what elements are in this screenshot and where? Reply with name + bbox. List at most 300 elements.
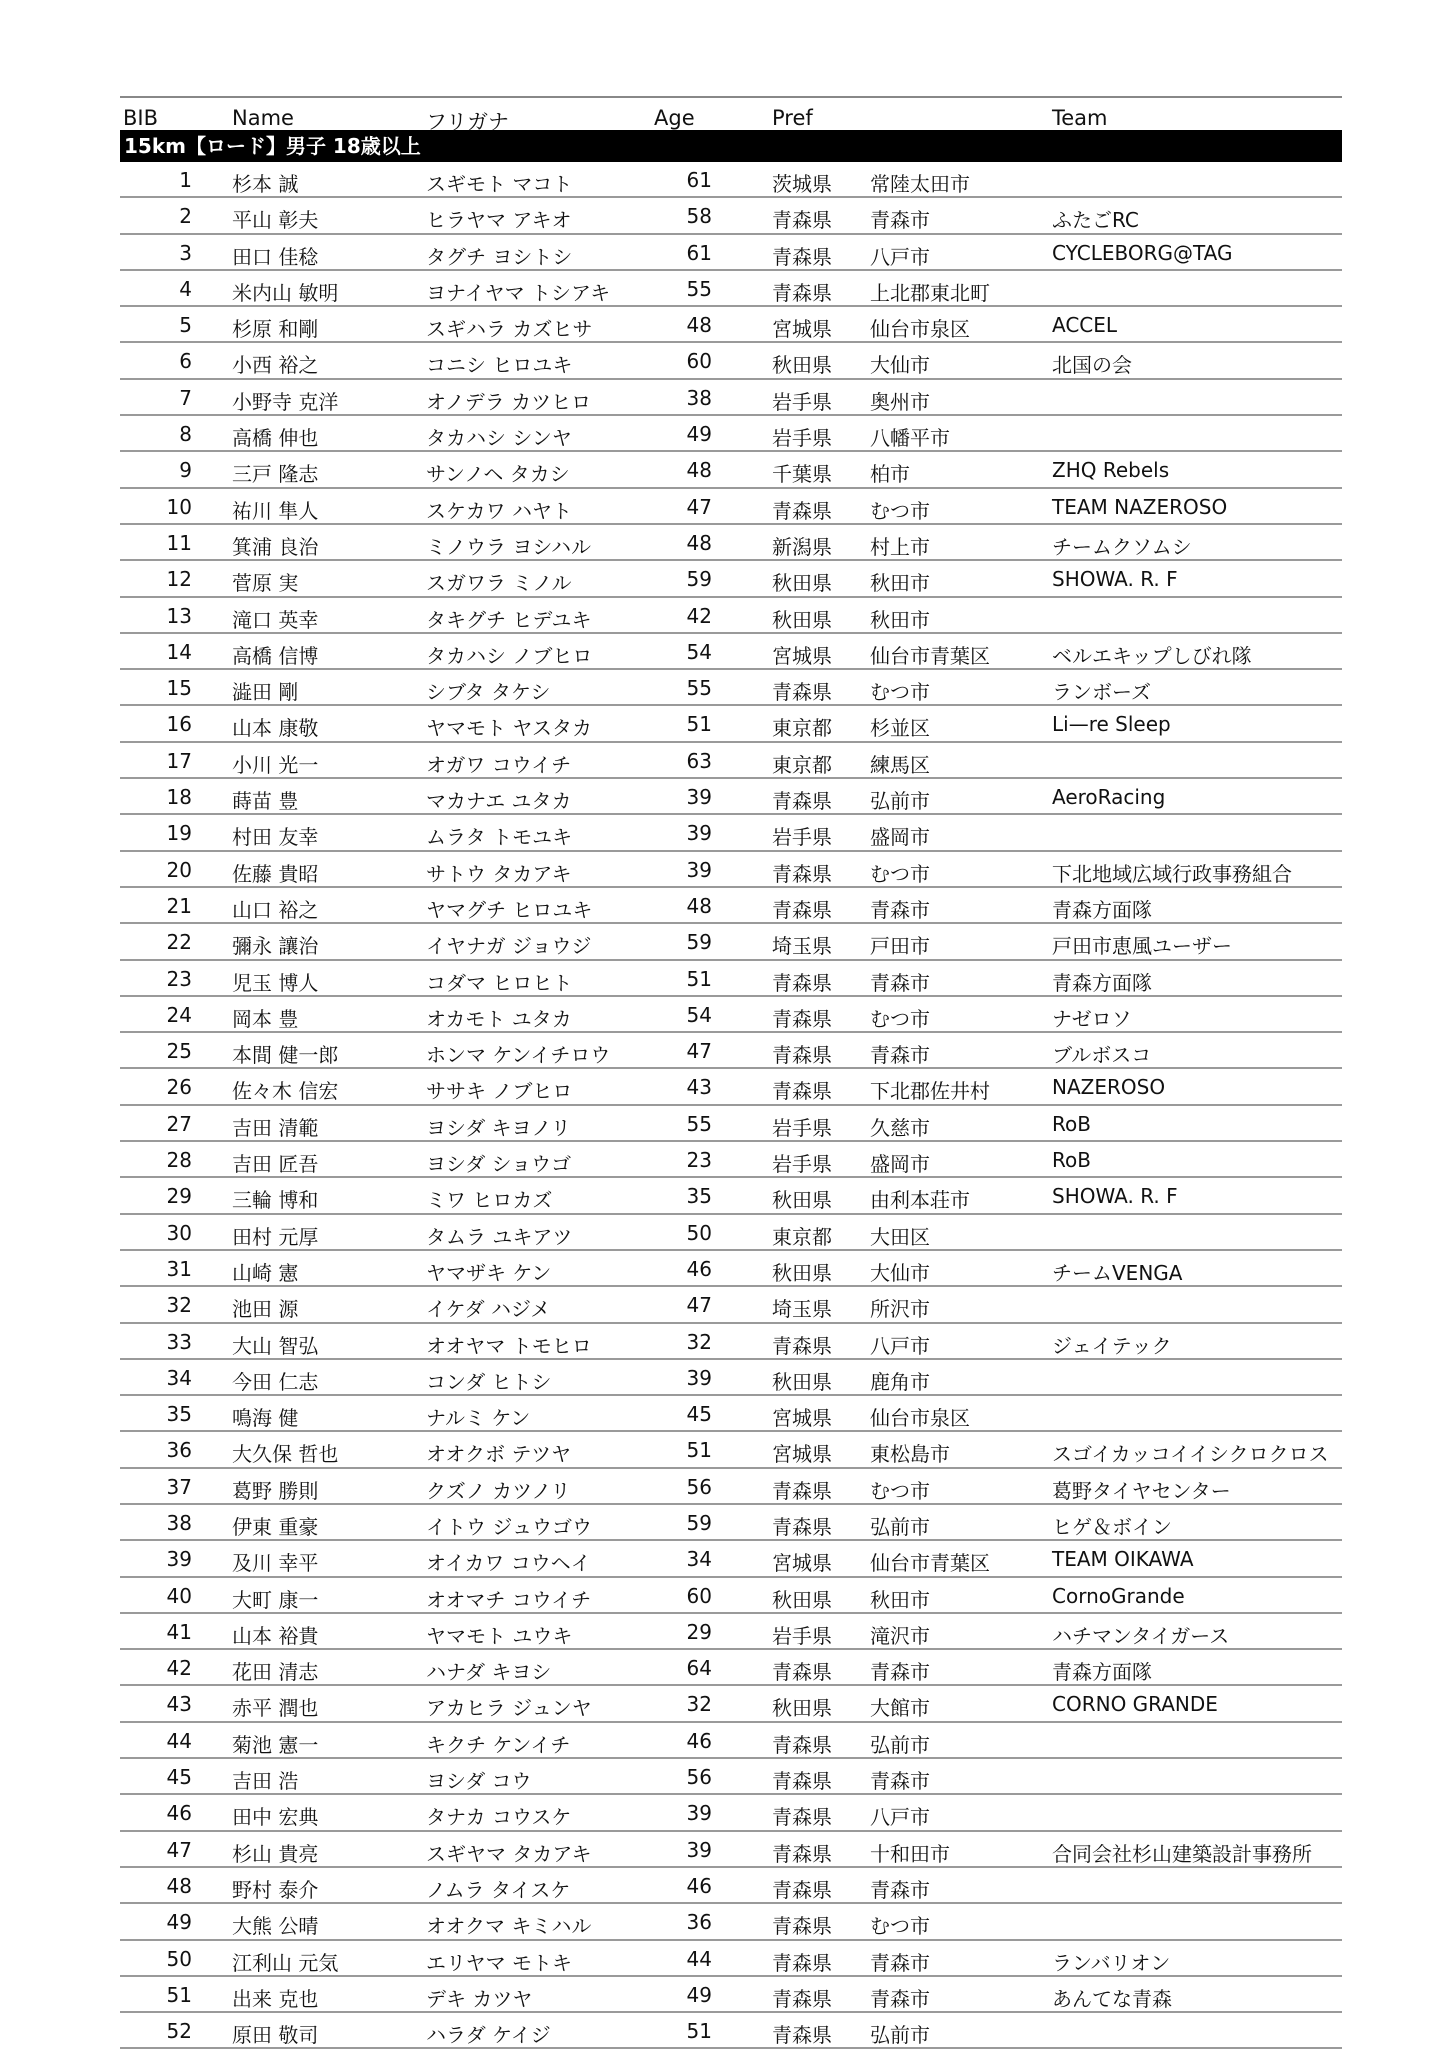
- cell-kana: ナルミ ケン: [426, 1406, 531, 1431]
- cell-age: 42: [686, 603, 712, 628]
- cell-city: 青森市: [870, 1986, 930, 2011]
- cell-name: 田村 元厚: [232, 1224, 319, 1249]
- column-header-row: [120, 96, 1342, 134]
- cell-pref: 青森県: [772, 1006, 832, 1031]
- cell-name: 田中 宏典: [232, 1805, 319, 1830]
- table-row: [120, 1759, 1342, 1795]
- cell-kana: イトウ ジュウゴウ: [426, 1514, 592, 1539]
- cell-city: 八戸市: [870, 1805, 930, 1830]
- cell-age: 54: [686, 639, 712, 664]
- cell-age: 39: [686, 1365, 712, 1390]
- cell-kana: ヒラヤマ アキオ: [426, 208, 572, 233]
- cell-kana: オガワ コウイチ: [426, 752, 572, 777]
- cell-pref: 青森県: [772, 1333, 832, 1358]
- cell-pref: 青森県: [772, 680, 832, 705]
- cell-kana: スケカワ ハヤト: [426, 498, 572, 523]
- table-row: [120, 779, 1342, 815]
- cell-pref: 秋田県: [772, 1587, 832, 1612]
- cell-kana: スギヤマ タカアキ: [426, 1841, 592, 1866]
- cell-age: 48: [686, 893, 712, 918]
- cell-age: 51: [686, 2019, 712, 2044]
- cell-team: 葛野タイヤセンター: [1052, 1478, 1231, 1503]
- cell-kana: コダマ ヒロヒト: [426, 970, 573, 995]
- cell-kana: ミノウラ ヨシハル: [426, 534, 591, 559]
- cell-age: 38: [686, 385, 712, 410]
- cell-pref: 青森県: [772, 789, 832, 814]
- cell-pref: 青森県: [772, 208, 832, 233]
- table-row: [120, 1904, 1342, 1940]
- cell-city: 滝沢市: [870, 1623, 930, 1648]
- cell-team: ベルエキップしびれ隊: [1052, 643, 1252, 668]
- cell-name: 杉原 和剛: [232, 317, 319, 342]
- cell-team: SHOWA. R. F: [1052, 1184, 1178, 1209]
- cell-age: 59: [686, 930, 712, 955]
- cell-city: 大館市: [870, 1696, 930, 1721]
- cell-bib: 25: [166, 1039, 192, 1064]
- table-row: [120, 452, 1342, 488]
- table-row: [120, 1941, 1342, 1977]
- cell-city: 秋田市: [870, 571, 930, 596]
- cell-city: 村上市: [870, 534, 930, 559]
- cell-age: 47: [686, 494, 712, 519]
- cell-bib: 21: [166, 893, 192, 918]
- table-row: [120, 525, 1342, 561]
- cell-kana: タカハシ シンヤ: [426, 426, 572, 451]
- cell-bib: 32: [166, 1293, 192, 1318]
- cell-pref: 青森県: [772, 861, 832, 886]
- table-row: [120, 961, 1342, 997]
- cell-name: 今田 仁志: [232, 1369, 319, 1394]
- cell-bib: 18: [166, 785, 192, 810]
- cell-team: SHOWA. R. F: [1052, 567, 1178, 592]
- cell-city: 八戸市: [870, 1333, 930, 1358]
- cell-name: 吉田 浩: [232, 1769, 299, 1794]
- cell-kana: オオクマ キミハル: [426, 1914, 592, 1939]
- cell-bib: 33: [166, 1329, 192, 1354]
- cell-city: 弘前市: [870, 1514, 930, 1539]
- cell-kana: タグチ ヨシトシ: [426, 244, 573, 269]
- cell-name: 山本 康敬: [232, 716, 319, 741]
- table-row: [120, 598, 1342, 634]
- table-row: [120, 1723, 1342, 1759]
- cell-pref: 新潟県: [772, 534, 832, 559]
- cell-age: 55: [686, 276, 712, 301]
- cell-age: 39: [686, 1837, 712, 1862]
- table-row: [120, 743, 1342, 779]
- cell-bib: 7: [179, 385, 192, 410]
- cell-kana: タキグチ ヒデユキ: [426, 607, 592, 632]
- cell-name: 山口 裕之: [232, 897, 319, 922]
- cell-bib: 45: [166, 1765, 192, 1790]
- table-row: [120, 1106, 1342, 1142]
- table-row: [120, 1178, 1342, 1214]
- cell-kana: アカヒラ ジュンヤ: [426, 1696, 592, 1721]
- cell-pref: 秋田県: [772, 1188, 832, 1213]
- table-row: [120, 1505, 1342, 1541]
- cell-name: 岡本 豊: [232, 1006, 299, 1031]
- cell-bib: 30: [166, 1220, 192, 1245]
- cell-name: 山崎 憲: [232, 1260, 299, 1285]
- cell-pref: 青森県: [772, 1514, 832, 1539]
- cell-city: 大仙市: [870, 353, 930, 378]
- cell-kana: ハラダ ケイジ: [426, 2023, 551, 2048]
- cell-city: 青森市: [870, 1660, 930, 1685]
- cell-city: 奥州市: [870, 389, 930, 414]
- table-row: [120, 1396, 1342, 1432]
- table-row: [120, 1142, 1342, 1178]
- table-row: [120, 1832, 1342, 1868]
- cell-pref: 埼玉県: [772, 934, 832, 959]
- cell-city: 常陸太田市: [870, 172, 970, 196]
- header-bib: BIB: [123, 106, 159, 130]
- cell-pref: 青森県: [772, 1841, 832, 1866]
- table-row: [120, 162, 1342, 198]
- cell-city: むつ市: [870, 1478, 930, 1503]
- cell-pref: 岩手県: [772, 426, 832, 451]
- cell-age: 51: [686, 1438, 712, 1463]
- cell-city: 秋田市: [870, 607, 930, 632]
- cell-bib: 26: [166, 1075, 192, 1100]
- cell-age: 29: [686, 1619, 712, 1644]
- cell-bib: 48: [166, 1873, 192, 1898]
- cell-team: 下北地域広域行政事務組合: [1052, 861, 1292, 886]
- cell-team: TEAM NAZEROSO: [1052, 494, 1228, 519]
- table-row: [120, 1578, 1342, 1614]
- cell-bib: 35: [166, 1402, 192, 1427]
- cell-bib: 31: [166, 1256, 192, 1281]
- table-row: [120, 307, 1342, 343]
- cell-city: 青森市: [870, 208, 930, 233]
- cell-name: 赤平 潤也: [232, 1696, 319, 1721]
- cell-city: 八戸市: [870, 244, 930, 269]
- cell-team: TEAM OIKAWA: [1052, 1547, 1194, 1572]
- cell-name: 江利山 元気: [232, 1950, 339, 1975]
- cell-bib: 24: [166, 1002, 192, 1027]
- cell-city: 青森市: [870, 1877, 930, 1902]
- cell-name: 花田 清志: [232, 1660, 319, 1685]
- cell-bib: 47: [166, 1837, 192, 1862]
- cell-city: 所沢市: [870, 1297, 930, 1322]
- cell-team: あんてな青森: [1052, 1986, 1172, 2011]
- entry-list: [120, 96, 1342, 2049]
- cell-pref: 岩手県: [772, 825, 832, 850]
- cell-team: ランバリオン: [1052, 1950, 1171, 1975]
- cell-team: CornoGrande: [1052, 1583, 1185, 1608]
- cell-team: RoB: [1052, 1148, 1091, 1173]
- cell-city: 仙台市泉区: [870, 317, 970, 342]
- cell-bib: 28: [166, 1148, 192, 1173]
- cell-pref: 秋田県: [772, 1260, 832, 1285]
- cell-age: 43: [686, 1075, 712, 1100]
- cell-age: 49: [686, 422, 712, 447]
- cell-bib: 17: [166, 748, 192, 773]
- cell-pref: 青森県: [772, 970, 832, 995]
- cell-name: 及川 幸平: [232, 1551, 319, 1576]
- cell-pref: 東京都: [772, 1224, 832, 1249]
- cell-bib: 3: [179, 240, 192, 265]
- cell-age: 46: [686, 1873, 712, 1898]
- cell-kana: オオクボ テツヤ: [426, 1442, 572, 1467]
- cell-kana: サンノヘ タカシ: [426, 462, 570, 487]
- cell-team: 青森方面隊: [1052, 897, 1152, 922]
- cell-team: チームVENGA: [1052, 1260, 1183, 1285]
- table-row: [120, 1614, 1342, 1650]
- cell-pref: 秋田県: [772, 1696, 832, 1721]
- cell-bib: 11: [166, 530, 192, 555]
- cell-city: むつ市: [870, 1006, 930, 1031]
- cell-team: ハチマンタイガース: [1052, 1623, 1230, 1648]
- cell-city: 鹿角市: [870, 1369, 930, 1394]
- table-row: [120, 1069, 1342, 1105]
- cell-city: むつ市: [870, 861, 930, 886]
- cell-age: 56: [686, 1765, 712, 1790]
- table-row: [120, 343, 1342, 379]
- cell-pref: 宮城県: [772, 317, 832, 342]
- cell-age: 48: [686, 313, 712, 338]
- cell-age: 39: [686, 821, 712, 846]
- cell-kana: サトウ タカアキ: [426, 861, 572, 886]
- cell-city: 戸田市: [870, 934, 930, 959]
- cell-bib: 9: [179, 458, 192, 483]
- cell-team: NAZEROSO: [1052, 1075, 1166, 1100]
- cell-name: 三戸 隆志: [232, 462, 319, 487]
- cell-age: 60: [686, 349, 712, 374]
- cell-age: 23: [686, 1148, 712, 1173]
- cell-age: 63: [686, 748, 712, 773]
- cell-pref: 青森県: [772, 1950, 832, 1975]
- cell-pref: 秋田県: [772, 607, 832, 632]
- cell-pref: 青森県: [772, 2023, 832, 2048]
- category-banner: 15km【ロード】男子 18歳以上: [120, 130, 1342, 162]
- cell-kana: エリヤマ モトキ: [426, 1950, 572, 1975]
- cell-kana: マカナエ ユタカ: [426, 789, 572, 814]
- cell-bib: 22: [166, 930, 192, 955]
- cell-age: 35: [686, 1184, 712, 1209]
- cell-pref: 青森県: [772, 1805, 832, 1830]
- cell-name: 池田 源: [232, 1297, 299, 1322]
- cell-team: 北国の会: [1052, 353, 1132, 378]
- cell-bib: 14: [166, 639, 192, 664]
- cell-city: 秋田市: [870, 1587, 930, 1612]
- cell-kana: タムラ ユキアツ: [426, 1224, 573, 1249]
- cell-kana: タナカ コウスケ: [426, 1805, 572, 1830]
- cell-pref: 茨城県: [772, 172, 832, 196]
- cell-team: ジェイテック: [1052, 1333, 1172, 1358]
- cell-kana: キクチ ケンイチ: [426, 1732, 571, 1757]
- cell-name: 祐川 隼人: [232, 498, 319, 523]
- cell-kana: オノデラ カツヒロ: [426, 389, 592, 414]
- table-row: [120, 1686, 1342, 1722]
- cell-team: AeroRacing: [1052, 785, 1166, 810]
- cell-pref: 東京都: [772, 716, 832, 741]
- cell-kana: ハナダ キヨシ: [426, 1660, 552, 1685]
- cell-name: 野村 泰介: [232, 1877, 319, 1902]
- cell-age: 44: [686, 1946, 712, 1971]
- cell-team: ランボーズ: [1052, 680, 1151, 705]
- cell-age: 46: [686, 1728, 712, 1753]
- cell-team: CORNO GRANDE: [1052, 1692, 1218, 1717]
- cell-age: 54: [686, 1002, 712, 1027]
- cell-city: 八幡平市: [870, 426, 950, 451]
- cell-bib: 41: [166, 1619, 192, 1644]
- cell-kana: デキ カツヤ: [426, 1986, 533, 2011]
- cell-kana: ミワ ヒロカズ: [426, 1188, 553, 1213]
- cell-age: 51: [686, 966, 712, 991]
- cell-bib: 20: [166, 857, 192, 882]
- header-name: Name: [232, 106, 294, 130]
- cell-kana: スギハラ カズヒサ: [426, 317, 593, 342]
- cell-pref: 青森県: [772, 244, 832, 269]
- cell-team: ナゼロソ: [1052, 1006, 1132, 1031]
- table-row: [120, 489, 1342, 525]
- cell-name: 吉田 匠吾: [232, 1152, 319, 1177]
- cell-team: ブルボスコ: [1052, 1043, 1152, 1068]
- cell-team: スゴイカッコイイシクロクロス: [1052, 1442, 1329, 1467]
- cell-age: 61: [686, 168, 712, 192]
- cell-city: 盛岡市: [870, 1152, 930, 1177]
- cell-bib: 34: [166, 1365, 192, 1390]
- cell-name: 小西 裕之: [232, 353, 319, 378]
- cell-team: チームクソムシ: [1052, 534, 1192, 559]
- cell-name: 大熊 公晴: [232, 1914, 319, 1939]
- cell-age: 39: [686, 785, 712, 810]
- cell-name: 小野寺 克洋: [232, 389, 339, 414]
- cell-name: 滝口 英幸: [232, 607, 319, 632]
- cell-pref: 青森県: [772, 1732, 832, 1757]
- cell-city: 弘前市: [870, 2023, 930, 2048]
- cell-bib: 50: [166, 1946, 192, 1971]
- table-row: [120, 1868, 1342, 1904]
- cell-bib: 51: [166, 1982, 192, 2007]
- cell-city: 仙台市泉区: [870, 1406, 970, 1431]
- cell-age: 48: [686, 458, 712, 483]
- table-row: [120, 1324, 1342, 1360]
- table-row: [120, 1432, 1342, 1468]
- cell-bib: 27: [166, 1111, 192, 1136]
- table-row: [120, 1650, 1342, 1686]
- cell-team: Li—re Sleep: [1052, 712, 1171, 737]
- cell-city: 仙台市青葉区: [870, 643, 990, 668]
- cell-kana: ヤマグチ ヒロユキ: [426, 897, 593, 922]
- cell-bib: 43: [166, 1692, 192, 1717]
- cell-kana: ノムラ タイスケ: [426, 1877, 571, 1902]
- header-age: Age: [654, 106, 695, 130]
- cell-age: 51: [686, 712, 712, 737]
- cell-bib: 16: [166, 712, 192, 737]
- cell-age: 55: [686, 676, 712, 701]
- cell-team: ふたごRC: [1052, 208, 1139, 233]
- cell-bib: 1: [179, 168, 192, 192]
- cell-city: 柏市: [870, 462, 910, 487]
- cell-city: 青森市: [870, 1043, 930, 1068]
- cell-name: 澁田 剛: [232, 680, 299, 705]
- cell-pref: 宮城県: [772, 1406, 832, 1431]
- cell-bib: 6: [179, 349, 192, 374]
- cell-age: 32: [686, 1329, 712, 1354]
- cell-name: 鳴海 健: [232, 1406, 299, 1431]
- cell-name: 杉山 貴亮: [232, 1841, 319, 1866]
- cell-age: 55: [686, 1111, 712, 1136]
- cell-name: 田口 佳稔: [232, 244, 319, 269]
- cell-age: 48: [686, 530, 712, 555]
- table-row: [120, 670, 1342, 706]
- cell-age: 46: [686, 1256, 712, 1281]
- cell-age: 58: [686, 204, 712, 229]
- cell-name: 大久保 哲也: [232, 1442, 339, 1467]
- cell-kana: オオヤマ トモヒロ: [426, 1333, 592, 1358]
- cell-bib: 44: [166, 1728, 192, 1753]
- cell-pref: 岩手県: [772, 1623, 832, 1648]
- cell-pref: 岩手県: [772, 1152, 832, 1177]
- cell-city: 弘前市: [870, 1732, 930, 1757]
- cell-bib: 52: [166, 2019, 192, 2044]
- cell-age: 64: [686, 1656, 712, 1681]
- cell-name: 高橋 伸也: [232, 426, 319, 451]
- cell-bib: 37: [166, 1474, 192, 1499]
- cell-kana: ホンマ ケンイチロウ: [426, 1043, 611, 1068]
- cell-pref: 埼玉県: [772, 1297, 832, 1322]
- cell-age: 47: [686, 1293, 712, 1318]
- table-row: [120, 561, 1342, 597]
- cell-name: 蒔苗 豊: [232, 789, 299, 814]
- table-row: [120, 1469, 1342, 1505]
- cell-name: 山本 裕貴: [232, 1623, 319, 1648]
- cell-pref: 青森県: [772, 1478, 832, 1503]
- table-row: [120, 997, 1342, 1033]
- cell-pref: 青森県: [772, 1877, 832, 1902]
- cell-pref: 岩手県: [772, 389, 832, 414]
- cell-pref: 宮城県: [772, 643, 832, 668]
- cell-kana: コンダ ヒトシ: [426, 1369, 552, 1394]
- cell-kana: ヨシダ キヨノリ: [426, 1115, 571, 1140]
- header-pref: Pref: [772, 106, 813, 130]
- cell-name: 高橋 信博: [232, 643, 319, 668]
- cell-age: 60: [686, 1583, 712, 1608]
- cell-name: 杉本 誠: [232, 172, 299, 196]
- table-row: [120, 706, 1342, 742]
- cell-kana: スギモト マコト: [426, 172, 573, 196]
- cell-name: 菊池 憲一: [232, 1732, 319, 1757]
- cell-city: 盛岡市: [870, 825, 930, 850]
- cell-bib: 19: [166, 821, 192, 846]
- entry-rows: [120, 162, 1342, 2049]
- table-row: [120, 1360, 1342, 1396]
- cell-pref: 秋田県: [772, 1369, 832, 1394]
- table-row: [120, 924, 1342, 960]
- cell-age: 61: [686, 240, 712, 265]
- cell-team: 戸田市恵風ユーザー: [1052, 934, 1232, 959]
- cell-pref: 青森県: [772, 897, 832, 922]
- cell-pref: 千葉県: [772, 462, 832, 487]
- cell-pref: 宮城県: [772, 1551, 832, 1576]
- cell-kana: シブタ タケシ: [426, 680, 551, 705]
- cell-bib: 12: [166, 567, 192, 592]
- cell-age: 32: [686, 1692, 712, 1717]
- table-row: [120, 271, 1342, 307]
- cell-city: 久慈市: [870, 1115, 930, 1140]
- cell-kana: コニシ ヒロユキ: [426, 353, 573, 378]
- cell-pref: 岩手県: [772, 1115, 832, 1140]
- cell-city: 青森市: [870, 1950, 930, 1975]
- table-row: [120, 1795, 1342, 1831]
- cell-age: 47: [686, 1039, 712, 1064]
- cell-city: 東松島市: [870, 1442, 950, 1467]
- cell-age: 39: [686, 857, 712, 882]
- cell-team: ヒゲ＆ボイン: [1052, 1514, 1172, 1539]
- cell-kana: オイカワ コウヘイ: [426, 1551, 591, 1576]
- cell-kana: ヤマザキ ケン: [426, 1260, 552, 1285]
- cell-name: 米内山 敏明: [232, 280, 339, 305]
